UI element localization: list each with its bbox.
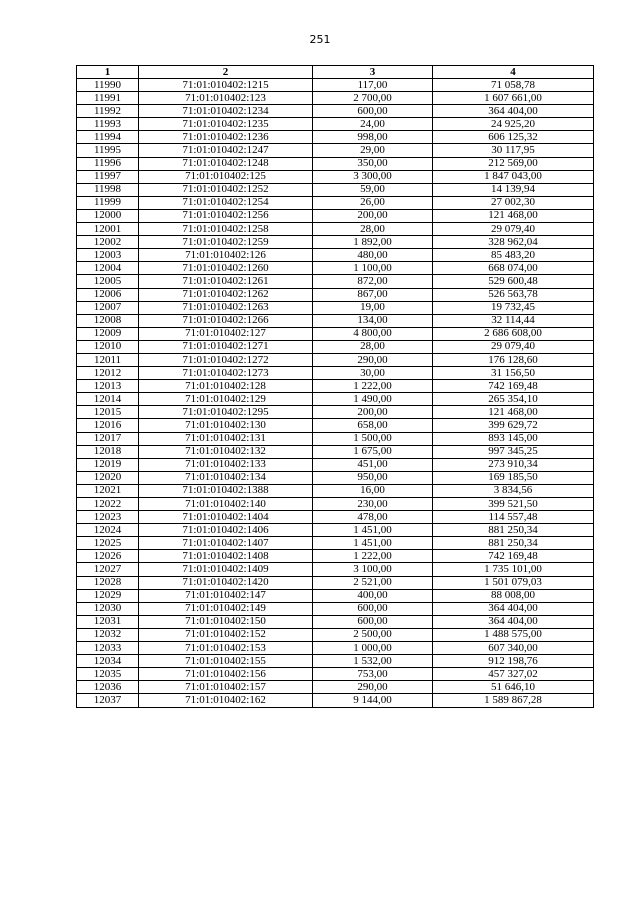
table-row bbox=[77, 471, 594, 484]
table-cell: 12022 bbox=[77, 498, 139, 511]
table-cell: 11996 bbox=[77, 157, 139, 170]
table-cell: 200,00 bbox=[313, 209, 433, 222]
table-cell: 1 607 661,00 bbox=[433, 92, 594, 105]
table-cell: 11993 bbox=[77, 118, 139, 131]
table-cell: 457 327,02 bbox=[433, 668, 594, 681]
table-cell: 12002 bbox=[77, 236, 139, 249]
table-cell: 71:01:010402:1406 bbox=[139, 524, 313, 537]
table-cell: 2 686 608,00 bbox=[433, 327, 594, 340]
table-cell: 12000 bbox=[77, 209, 139, 222]
table-row bbox=[77, 275, 594, 288]
table-cell: 200,00 bbox=[313, 406, 433, 419]
table-cell: 12024 bbox=[77, 524, 139, 537]
header-row bbox=[77, 66, 594, 79]
table-cell: 350,00 bbox=[313, 157, 433, 170]
table-cell: 290,00 bbox=[313, 681, 433, 694]
table-cell: 71:01:010402:1234 bbox=[139, 105, 313, 118]
table-cell: 12017 bbox=[77, 432, 139, 445]
table-cell: 12007 bbox=[77, 301, 139, 314]
table-cell: 12031 bbox=[77, 615, 139, 628]
table-cell: 12027 bbox=[77, 563, 139, 576]
data-table bbox=[76, 65, 594, 708]
table-cell: 742 169,48 bbox=[433, 550, 594, 563]
table-cell: 24 925,20 bbox=[433, 118, 594, 131]
table-cell: 71:01:010402:153 bbox=[139, 642, 313, 655]
table-cell: 1 532,00 bbox=[313, 655, 433, 668]
table-row bbox=[77, 550, 594, 563]
table-cell: 364 404,00 bbox=[433, 602, 594, 615]
table-row bbox=[77, 419, 594, 432]
table-cell: 399 521,50 bbox=[433, 498, 594, 511]
table-header bbox=[77, 66, 594, 79]
table-cell: 12015 bbox=[77, 406, 139, 419]
table-cell: 12009 bbox=[77, 327, 139, 340]
table-cell: 14 139,94 bbox=[433, 183, 594, 196]
table-row bbox=[77, 183, 594, 196]
table-row bbox=[77, 236, 594, 249]
table-cell: 12035 bbox=[77, 668, 139, 681]
column-header-3: 3 bbox=[313, 66, 433, 79]
table-cell: 12030 bbox=[77, 602, 139, 615]
table-cell: 658,00 bbox=[313, 419, 433, 432]
table-cell: 364 404,00 bbox=[433, 105, 594, 118]
table-cell: 1 100,00 bbox=[313, 262, 433, 275]
table-cell: 71:01:010402:149 bbox=[139, 602, 313, 615]
table-cell: 12021 bbox=[77, 484, 139, 497]
table-cell: 12010 bbox=[77, 340, 139, 353]
table-row bbox=[77, 432, 594, 445]
table-cell: 12006 bbox=[77, 288, 139, 301]
table-row bbox=[77, 458, 594, 471]
table-cell: 753,00 bbox=[313, 668, 433, 681]
table-cell: 71:01:010402:140 bbox=[139, 498, 313, 511]
table-row bbox=[77, 393, 594, 406]
table-cell: 399 629,72 bbox=[433, 419, 594, 432]
table-cell: 71:01:010402:1259 bbox=[139, 236, 313, 249]
table-cell: 526 563,78 bbox=[433, 288, 594, 301]
table-cell: 19 732,45 bbox=[433, 301, 594, 314]
table-row bbox=[77, 380, 594, 393]
table-row bbox=[77, 262, 594, 275]
table-cell: 176 128,60 bbox=[433, 353, 594, 366]
table-cell: 11994 bbox=[77, 131, 139, 144]
table-cell: 12013 bbox=[77, 380, 139, 393]
table-cell: 12020 bbox=[77, 471, 139, 484]
table-cell: 1 501 079,03 bbox=[433, 576, 594, 589]
table-cell: 71:01:010402:1420 bbox=[139, 576, 313, 589]
table-cell: 600,00 bbox=[313, 615, 433, 628]
table-cell: 71:01:010402:1235 bbox=[139, 118, 313, 131]
table-cell: 114 557,48 bbox=[433, 511, 594, 524]
table-cell: 71:01:010402:155 bbox=[139, 655, 313, 668]
table-cell: 600,00 bbox=[313, 602, 433, 615]
table-cell: 71:01:010402:1262 bbox=[139, 288, 313, 301]
table-cell: 11997 bbox=[77, 170, 139, 183]
table-cell: 71:01:010402:131 bbox=[139, 432, 313, 445]
table-row bbox=[77, 340, 594, 353]
table-cell: 742 169,48 bbox=[433, 380, 594, 393]
table-cell: 607 340,00 bbox=[433, 642, 594, 655]
table-cell: 2 700,00 bbox=[313, 92, 433, 105]
table-row bbox=[77, 170, 594, 183]
table-cell: 480,00 bbox=[313, 249, 433, 262]
table-cell: 71:01:010402:1272 bbox=[139, 353, 313, 366]
column-header-4: 4 bbox=[433, 66, 594, 79]
table-row bbox=[77, 105, 594, 118]
table-cell: 12032 bbox=[77, 628, 139, 641]
table-row bbox=[77, 445, 594, 458]
table-cell: 12004 bbox=[77, 262, 139, 275]
table-row bbox=[77, 537, 594, 550]
table-cell: 11992 bbox=[77, 105, 139, 118]
table-row bbox=[77, 301, 594, 314]
table-cell: 328 962,04 bbox=[433, 236, 594, 249]
table-cell: 71:01:010402:1273 bbox=[139, 367, 313, 380]
table-cell: 30,00 bbox=[313, 367, 433, 380]
table-cell: 4 800,00 bbox=[313, 327, 433, 340]
table-cell: 1 589 867,28 bbox=[433, 694, 594, 707]
table-row bbox=[77, 524, 594, 537]
table-body bbox=[77, 79, 594, 708]
table-cell: 71:01:010402:134 bbox=[139, 471, 313, 484]
table-cell: 71:01:010402:1260 bbox=[139, 262, 313, 275]
table-cell: 3 300,00 bbox=[313, 170, 433, 183]
table-cell: 71:01:010402:1247 bbox=[139, 144, 313, 157]
table-cell: 290,00 bbox=[313, 353, 433, 366]
table-cell: 16,00 bbox=[313, 484, 433, 497]
table-cell: 3 100,00 bbox=[313, 563, 433, 576]
table-cell: 71:01:010402:1256 bbox=[139, 209, 313, 222]
table-cell: 12026 bbox=[77, 550, 139, 563]
table-cell: 71:01:010402:1295 bbox=[139, 406, 313, 419]
table-row bbox=[77, 498, 594, 511]
table-cell: 71:01:010402:1408 bbox=[139, 550, 313, 563]
table-cell: 31 156,50 bbox=[433, 367, 594, 380]
table-cell: 71:01:010402:162 bbox=[139, 694, 313, 707]
table-cell: 881 250,34 bbox=[433, 524, 594, 537]
table-cell: 872,00 bbox=[313, 275, 433, 288]
table-cell: 71:01:010402:157 bbox=[139, 681, 313, 694]
table-cell: 71:01:010402:1215 bbox=[139, 79, 313, 92]
table-row bbox=[77, 144, 594, 157]
table-cell: 998,00 bbox=[313, 131, 433, 144]
table-row bbox=[77, 118, 594, 131]
table-cell: 88 008,00 bbox=[433, 589, 594, 602]
table-cell: 24,00 bbox=[313, 118, 433, 131]
table-cell: 19,00 bbox=[313, 301, 433, 314]
table-cell: 12001 bbox=[77, 223, 139, 236]
table-cell: 11990 bbox=[77, 79, 139, 92]
table-cell: 600,00 bbox=[313, 105, 433, 118]
table-row bbox=[77, 249, 594, 262]
table-row bbox=[77, 79, 594, 92]
table-cell: 71:01:010402:152 bbox=[139, 628, 313, 641]
table-cell: 1 847 043,00 bbox=[433, 170, 594, 183]
table-cell: 71:01:010402:129 bbox=[139, 393, 313, 406]
table-cell: 12018 bbox=[77, 445, 139, 458]
table-cell: 71:01:010402:1271 bbox=[139, 340, 313, 353]
table-cell: 169 185,50 bbox=[433, 471, 594, 484]
table-cell: 117,00 bbox=[313, 79, 433, 92]
table-cell: 71:01:010402:1407 bbox=[139, 537, 313, 550]
table-cell: 71:01:010402:1409 bbox=[139, 563, 313, 576]
table-cell: 12011 bbox=[77, 353, 139, 366]
table-row bbox=[77, 406, 594, 419]
table-cell: 273 910,34 bbox=[433, 458, 594, 471]
table-cell: 1 222,00 bbox=[313, 380, 433, 393]
table-cell: 2 521,00 bbox=[313, 576, 433, 589]
table-row bbox=[77, 223, 594, 236]
table-row bbox=[77, 563, 594, 576]
table-cell: 606 125,32 bbox=[433, 131, 594, 144]
table-row bbox=[77, 615, 594, 628]
table-cell: 12034 bbox=[77, 655, 139, 668]
table-cell: 29,00 bbox=[313, 144, 433, 157]
table-cell: 71:01:010402:1254 bbox=[139, 196, 313, 209]
table-cell: 71:01:010402:1404 bbox=[139, 511, 313, 524]
table-row bbox=[77, 668, 594, 681]
table-row bbox=[77, 655, 594, 668]
table-cell: 12033 bbox=[77, 642, 139, 655]
table-cell: 71:01:010402:133 bbox=[139, 458, 313, 471]
table-cell: 12008 bbox=[77, 314, 139, 327]
table-row bbox=[77, 353, 594, 366]
column-header-2: 2 bbox=[139, 66, 313, 79]
table-cell: 121 468,00 bbox=[433, 406, 594, 419]
table-cell: 51 646,10 bbox=[433, 681, 594, 694]
table-cell: 668 074,00 bbox=[433, 262, 594, 275]
table-cell: 11991 bbox=[77, 92, 139, 105]
table-cell: 29 079,40 bbox=[433, 223, 594, 236]
table-cell: 71:01:010402:150 bbox=[139, 615, 313, 628]
table-row bbox=[77, 642, 594, 655]
table-row bbox=[77, 602, 594, 615]
table-cell: 12005 bbox=[77, 275, 139, 288]
table-cell: 71:01:010402:1258 bbox=[139, 223, 313, 236]
table-row bbox=[77, 694, 594, 707]
table-cell: 478,00 bbox=[313, 511, 433, 524]
table-cell: 912 198,76 bbox=[433, 655, 594, 668]
table-cell: 71:01:010402:1261 bbox=[139, 275, 313, 288]
table-cell: 1 500,00 bbox=[313, 432, 433, 445]
table-cell: 71:01:010402:1263 bbox=[139, 301, 313, 314]
table-cell: 71:01:010402:125 bbox=[139, 170, 313, 183]
table-cell: 59,00 bbox=[313, 183, 433, 196]
table-cell: 71:01:010402:1248 bbox=[139, 157, 313, 170]
table-row bbox=[77, 589, 594, 602]
table-cell: 12019 bbox=[77, 458, 139, 471]
table-cell: 71:01:010402:156 bbox=[139, 668, 313, 681]
table-cell: 867,00 bbox=[313, 288, 433, 301]
table-row bbox=[77, 628, 594, 641]
table-row bbox=[77, 681, 594, 694]
table-cell: 1 735 101,00 bbox=[433, 563, 594, 576]
table-cell: 997 345,25 bbox=[433, 445, 594, 458]
table-row bbox=[77, 196, 594, 209]
table-row bbox=[77, 314, 594, 327]
table-cell: 1 490,00 bbox=[313, 393, 433, 406]
table-cell: 11998 bbox=[77, 183, 139, 196]
table-cell: 28,00 bbox=[313, 340, 433, 353]
table-row bbox=[77, 209, 594, 222]
table-cell: 265 354,10 bbox=[433, 393, 594, 406]
table-row bbox=[77, 576, 594, 589]
table-cell: 1 451,00 bbox=[313, 537, 433, 550]
table-cell: 212 569,00 bbox=[433, 157, 594, 170]
table-cell: 71:01:010402:147 bbox=[139, 589, 313, 602]
table-cell: 881 250,34 bbox=[433, 537, 594, 550]
table-cell: 12037 bbox=[77, 694, 139, 707]
table-row bbox=[77, 327, 594, 340]
table-cell: 71 058,78 bbox=[433, 79, 594, 92]
table-cell: 29 079,40 bbox=[433, 340, 594, 353]
table-cell: 26,00 bbox=[313, 196, 433, 209]
table-cell: 71:01:010402:1252 bbox=[139, 183, 313, 196]
table-cell: 12012 bbox=[77, 367, 139, 380]
table-cell: 3 834,56 bbox=[433, 484, 594, 497]
table-row bbox=[77, 511, 594, 524]
table-cell: 1 675,00 bbox=[313, 445, 433, 458]
table-cell: 30 117,95 bbox=[433, 144, 594, 157]
table-cell: 950,00 bbox=[313, 471, 433, 484]
table-cell: 12023 bbox=[77, 511, 139, 524]
table-cell: 71:01:010402:1266 bbox=[139, 314, 313, 327]
table-cell: 71:01:010402:127 bbox=[139, 327, 313, 340]
table-row bbox=[77, 92, 594, 105]
table-cell: 893 145,00 bbox=[433, 432, 594, 445]
table-cell: 71:01:010402:130 bbox=[139, 419, 313, 432]
table-cell: 364 404,00 bbox=[433, 615, 594, 628]
table-cell: 121 468,00 bbox=[433, 209, 594, 222]
table-row bbox=[77, 288, 594, 301]
table-cell: 1 222,00 bbox=[313, 550, 433, 563]
table-cell: 9 144,00 bbox=[313, 694, 433, 707]
table-cell: 400,00 bbox=[313, 589, 433, 602]
page-number: 251 bbox=[309, 33, 331, 46]
table-row bbox=[77, 484, 594, 497]
table-cell: 12028 bbox=[77, 576, 139, 589]
table-cell: 71:01:010402:123 bbox=[139, 92, 313, 105]
table-cell: 1 451,00 bbox=[313, 524, 433, 537]
table-cell: 451,00 bbox=[313, 458, 433, 471]
table-cell: 71:01:010402:132 bbox=[139, 445, 313, 458]
table-cell: 11995 bbox=[77, 144, 139, 157]
column-header-1: 1 bbox=[77, 66, 139, 79]
table-cell: 1 488 575,00 bbox=[433, 628, 594, 641]
table-cell: 529 600,48 bbox=[433, 275, 594, 288]
table-cell: 12029 bbox=[77, 589, 139, 602]
table-cell: 12036 bbox=[77, 681, 139, 694]
table-cell: 85 483,20 bbox=[433, 249, 594, 262]
table-cell: 71:01:010402:128 bbox=[139, 380, 313, 393]
table-cell: 12003 bbox=[77, 249, 139, 262]
table-cell: 134,00 bbox=[313, 314, 433, 327]
table-cell: 230,00 bbox=[313, 498, 433, 511]
table-cell: 71:01:010402:126 bbox=[139, 249, 313, 262]
table-cell: 1 892,00 bbox=[313, 236, 433, 249]
table-cell: 12025 bbox=[77, 537, 139, 550]
table-cell: 32 114,44 bbox=[433, 314, 594, 327]
table-cell: 27 002,30 bbox=[433, 196, 594, 209]
table-cell: 2 500,00 bbox=[313, 628, 433, 641]
table-row bbox=[77, 367, 594, 380]
table-cell: 28,00 bbox=[313, 223, 433, 236]
table-cell: 12016 bbox=[77, 419, 139, 432]
table-row bbox=[77, 157, 594, 170]
table-cell: 71:01:010402:1388 bbox=[139, 484, 313, 497]
table-cell: 1 000,00 bbox=[313, 642, 433, 655]
table-cell: 12014 bbox=[77, 393, 139, 406]
table-cell: 11999 bbox=[77, 196, 139, 209]
table-row bbox=[77, 131, 594, 144]
table-cell: 71:01:010402:1236 bbox=[139, 131, 313, 144]
